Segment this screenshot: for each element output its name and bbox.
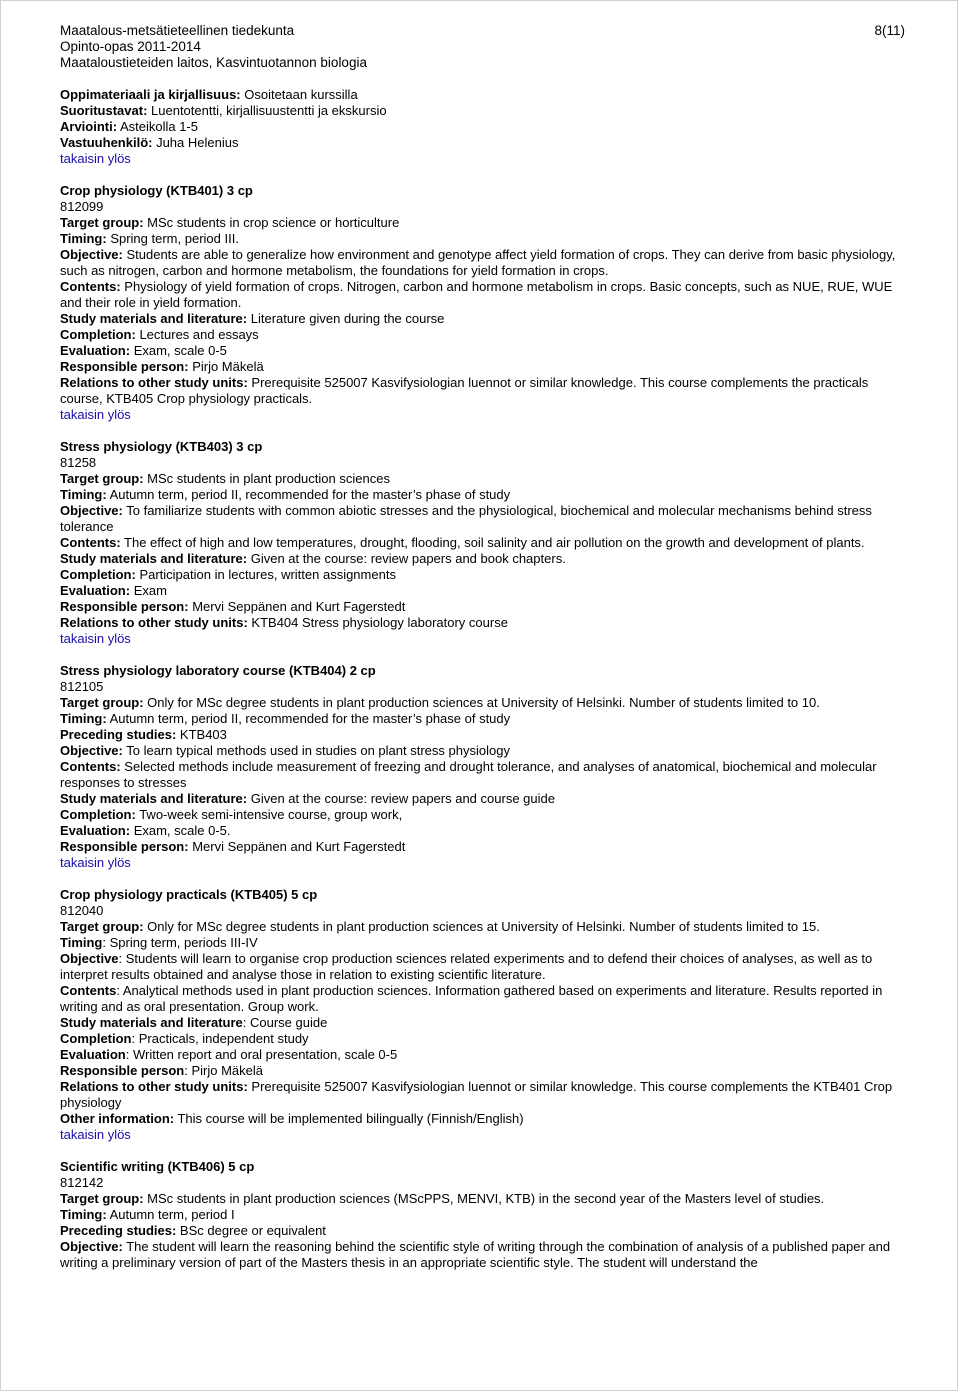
course-ktb404 bbox=[60, 663, 905, 871]
preceding-studies-line: Preceding studies: KTB403 bbox=[60, 727, 227, 742]
timing-line: Timing: Autumn term, period II, recommended for the master’s phase of study bbox=[60, 711, 511, 726]
study-materials-line: Study materials and literature: Given at the course: review papers and book chapters. bbox=[60, 551, 566, 566]
course-code: 812142 bbox=[60, 1175, 104, 1190]
course-code: 812105 bbox=[60, 679, 104, 694]
page-number: 8(11) bbox=[874, 23, 905, 38]
course-title: Stress physiology laboratory course (KTB404) 2 cp bbox=[60, 663, 376, 678]
timing-line: Timing: Spring term, periods III-IV bbox=[60, 935, 258, 950]
contents-line: Contents: The effect of high and low temperatures, drought, flooding, soil salinity and air pollution on the growth and development of plants. bbox=[60, 535, 865, 550]
back-to-top-link[interactable]: takaisin ylös bbox=[60, 151, 131, 166]
course-code: 81258 bbox=[60, 455, 97, 470]
contact-line: Vastuuhenkilö: Juha Helenius bbox=[60, 135, 239, 150]
objective-line: Objective: The student will learn the reasoning behind the scientific style of writing through the combination of analysis of a published paper and writing a preliminary version of part of the Masters thesis in an appropriate scientific style. The student will understand the bbox=[60, 1239, 891, 1270]
guide-title: Opinto-opas 2011-2014 bbox=[60, 39, 201, 54]
target-group-line: Target group: MSc students in plant production sciences bbox=[60, 471, 390, 486]
relations-line: Relations to other study units: Prerequisite 525007 Kasvifysiologian luennot or similar knowledge. This course complements the KTB401 Crop physiology bbox=[60, 1079, 893, 1110]
course-title: Stress physiology (KTB403) 3 cp bbox=[60, 439, 263, 454]
completion-line: Completion: Participation in lectures, written assignments bbox=[60, 567, 396, 582]
other-information-line: Other information: This course will be implemented bilingually (Finnish/English) bbox=[60, 1111, 524, 1126]
target-group-line: Target group: Only for MSc degree students in plant production sciences at University of Helsinki. Number of students limited to 15. bbox=[60, 919, 820, 934]
target-group-line: Target group: Only for MSc degree students in plant production sciences at University of Helsinki. Number of students limited to 10. bbox=[60, 695, 820, 710]
preceding-studies-line: Preceding studies: BSc degree or equivalent bbox=[60, 1223, 326, 1238]
course-ktb403 bbox=[60, 439, 905, 647]
course-title: Scientific writing (KTB406) 5 cp bbox=[60, 1159, 255, 1174]
timing-line: Timing: Autumn term, period II, recommended for the master’s phase of study bbox=[60, 487, 511, 502]
responsible-line: Responsible person: Mervi Seppänen and Kurt Fagerstedt bbox=[60, 599, 406, 614]
target-group-line: Target group: MSc students in crop science or horticulture bbox=[60, 215, 400, 230]
responsible-line: Responsible person: Pirjo Mäkelä bbox=[60, 1063, 263, 1078]
contents-line: Contents: Analytical methods used in plant production sciences. Information gathered based on experiments and literature. Results reported in writing and as oral presentation. Group work. bbox=[60, 983, 883, 1014]
timing-line: Timing: Spring term, period III. bbox=[60, 231, 239, 246]
course-code: 812099 bbox=[60, 199, 104, 214]
materials-line: Oppimateriaali ja kirjallisuus: Osoitetaan kurssilla bbox=[60, 87, 358, 102]
study-materials-line: Study materials and literature: Course guide bbox=[60, 1015, 328, 1030]
previous-course-section bbox=[60, 87, 905, 167]
completion-line: Completion: Lectures and essays bbox=[60, 327, 259, 342]
completion-line: Completion: Practicals, independent study bbox=[60, 1031, 309, 1046]
objective-line: Objective: Students are able to generalize how environment and genotype affect yield formation of crops. They can derive from basic physiology, such as nitrogen, carbon and hormone metabolism, the foundations for yield formation in crops. bbox=[60, 247, 896, 278]
back-to-top-link[interactable]: takaisin ylös bbox=[60, 855, 131, 870]
relations-line: Relations to other study units: KTB404 Stress physiology laboratory course bbox=[60, 615, 508, 630]
course-ktb401 bbox=[60, 183, 905, 423]
course-title: Crop physiology practicals (KTB405) 5 cp bbox=[60, 887, 318, 902]
evaluation-line: Evaluation: Exam, scale 0-5 bbox=[60, 343, 227, 358]
back-to-top-link[interactable]: takaisin ylös bbox=[60, 1127, 131, 1142]
objective-line: Objective: To familiarize students with common abiotic stresses and the physiological, biochemical and molecular mechanisms behind stress tolerance bbox=[60, 503, 872, 534]
evaluation-line: Evaluation: Exam, scale 0-5. bbox=[60, 823, 231, 838]
course-ktb406 bbox=[60, 1159, 905, 1271]
course-code: 812040 bbox=[60, 903, 104, 918]
methods-line: Suoritustavat: Luentotentti, kirjallisuustentti ja ekskursio bbox=[60, 103, 387, 118]
back-to-top-link[interactable]: takaisin ylös bbox=[60, 407, 131, 422]
course-ktb405 bbox=[60, 887, 905, 1143]
evaluation-line: Evaluation: Exam bbox=[60, 583, 167, 598]
responsible-line: Responsible person: Mervi Seppänen and Kurt Fagerstedt bbox=[60, 839, 406, 854]
evaluation-line: Evaluation: Written report and oral presentation, scale 0-5 bbox=[60, 1047, 398, 1062]
contents-line: Contents: Selected methods include measurement of freezing and drought tolerance, and analyses of anatomical, biochemical and molecular responses to stresses bbox=[60, 759, 877, 790]
study-materials-line: Study materials and literature: Literature given during the course bbox=[60, 311, 445, 326]
page-header bbox=[60, 23, 905, 71]
responsible-line: Responsible person: Pirjo Mäkelä bbox=[60, 359, 264, 374]
grading-line: Arviointi: Asteikolla 1-5 bbox=[60, 119, 198, 134]
objective-line: Objective: To learn typical methods used in studies on plant stress physiology bbox=[60, 743, 510, 758]
objective-line: Objective: Students will learn to organise crop production sciences related experiments and to defend their choices of analyses, as well as to interpret results obtained and analyse those in relation to existing scientific literature. bbox=[60, 951, 873, 982]
course-title: Crop physiology (KTB401) 3 cp bbox=[60, 183, 253, 198]
contents-line: Contents: Physiology of yield formation of crops. Nitrogen, carbon and hormone metabolism in crops. Basic concepts, such as NUE, RUE, WUE and their role in yield formation. bbox=[60, 279, 893, 310]
target-group-line: Target group: MSc students in plant production sciences (MScPPS, MENVI, KTB) in the second year of the Masters level of studies. bbox=[60, 1191, 825, 1206]
study-materials-line: Study materials and literature: Given at the course: review papers and course guide bbox=[60, 791, 555, 806]
completion-line: Completion: Two-week semi-intensive course, group work, bbox=[60, 807, 403, 822]
page-content bbox=[60, 87, 905, 1271]
timing-line: Timing: Autumn term, period I bbox=[60, 1207, 235, 1222]
relations-line: Relations to other study units: Prerequisite 525007 Kasvifysiologian luennot or similar knowledge. This course complements the practicals course, KTB405 Crop physiology practicals. bbox=[60, 375, 869, 406]
department-name: Maataloustieteiden laitos, Kasvintuotannon biologia bbox=[60, 55, 367, 70]
back-to-top-link[interactable]: takaisin ylös bbox=[60, 631, 131, 646]
faculty-name: Maatalous-metsätieteellinen tiedekunta bbox=[60, 23, 295, 38]
